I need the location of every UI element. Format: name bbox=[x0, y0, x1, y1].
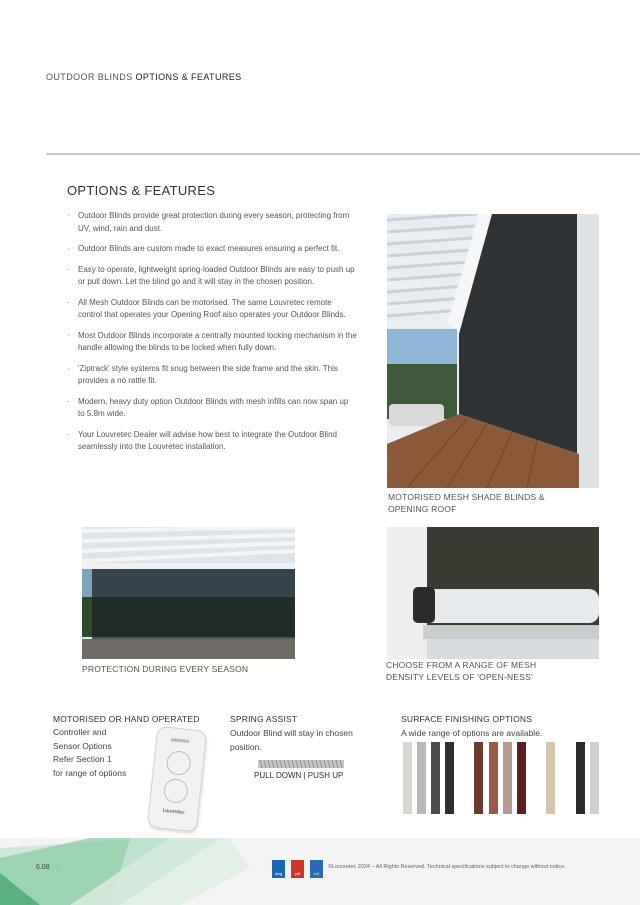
photo-mesh-density bbox=[387, 527, 599, 659]
remote-display bbox=[171, 738, 189, 743]
surface-text: A wide range of options are available. bbox=[401, 728, 543, 738]
page-title: OPTIONS & FEATURES bbox=[67, 183, 216, 198]
motorised-title: MOTORISED OR HAND OPERATED bbox=[53, 714, 200, 724]
features-list bbox=[67, 210, 357, 462]
list-item: · Modern, heavy duty option Outdoor Blinds with mesh infills can now span up to 5.8m wide. bbox=[67, 396, 357, 421]
motorised-line: for range of options bbox=[53, 767, 127, 778]
page-number-text: 6.08 bbox=[36, 864, 50, 871]
copyright-text: ©Louvretec 2024 – All Rights Reserved. Technical specifications subject to change without notice. bbox=[328, 864, 566, 870]
photo-protection-season bbox=[82, 527, 295, 659]
finish-swatch bbox=[503, 742, 512, 814]
surface-title: SURFACE FINISHING OPTIONS bbox=[401, 714, 533, 724]
remote-brand: Louvretec bbox=[162, 807, 185, 816]
remote-dial-icon bbox=[165, 750, 191, 776]
header-topic: OPTIONS & FEATURES bbox=[135, 72, 242, 82]
page-number-divider: | bbox=[56, 864, 59, 871]
list-item: · Outdoor Blinds are custom made to exact measures ensuring a perfect fit. bbox=[67, 243, 357, 256]
spring-line: Outdoor Blind will stay in chosen bbox=[230, 728, 353, 738]
pdf-file-icon[interactable]: pdf bbox=[291, 860, 304, 878]
motorised-line: Sensor Options bbox=[53, 740, 112, 751]
spring-text bbox=[230, 727, 353, 754]
finish-swatch bbox=[517, 742, 526, 814]
motorised-line: Refer Section 1 bbox=[53, 754, 112, 764]
list-item: · Your Louvretec Dealer will advise how best to integrate the Outdoor Blind seamlessly into the Louvretec installation. bbox=[67, 429, 357, 454]
finish-swatch bbox=[445, 742, 454, 814]
remote-dial-icon bbox=[163, 778, 189, 804]
finish-swatch bbox=[474, 742, 483, 814]
finish-swatch bbox=[431, 742, 440, 814]
finish-swatch bbox=[546, 742, 555, 814]
motorised-text bbox=[53, 726, 126, 780]
motorised-line: Controller and bbox=[53, 727, 107, 737]
header-section: OUTDOOR BLINDS bbox=[46, 72, 133, 82]
footer-decoration bbox=[0, 838, 260, 905]
spring-coil-icon bbox=[258, 756, 344, 766]
caption-motorised-mesh bbox=[388, 492, 545, 515]
list-item: · Outdoor Blinds provide great protection during every season, protecting from UV, wind, rain and dust. bbox=[67, 210, 357, 235]
caption-line: MOTORISED MESH SHADE BLINDS & bbox=[388, 492, 545, 502]
caption-line: CHOOSE FROM A RANGE OF MESH bbox=[386, 660, 537, 670]
spring-line: position. bbox=[230, 741, 262, 752]
caption-line: DENSITY LEVELS OF 'OPEN-NESS' bbox=[386, 671, 533, 682]
dwg-file-icon[interactable]: dwg bbox=[272, 860, 285, 878]
list-item: · Easy to operate, lightweight spring-loaded Outdoor Blinds are easy to push up or pull down. Let the blind go and it will stay in the chosen position. bbox=[67, 264, 357, 289]
caption-protection: PROTECTION DURING EVERY SEASON bbox=[82, 664, 249, 674]
list-item: · 'Ziptrack' style systems fit snug between the side frame and the skin. This provides a no rattle fit. bbox=[67, 363, 357, 388]
finish-swatch bbox=[403, 742, 412, 814]
rvt-file-icon[interactable]: rvt bbox=[310, 860, 323, 878]
spring-action: PULL DOWN | PUSH UP bbox=[254, 771, 344, 780]
caption-density bbox=[386, 660, 536, 683]
finish-swatch bbox=[489, 742, 498, 814]
page-number bbox=[36, 864, 58, 871]
header-divider bbox=[46, 153, 640, 155]
caption-line: OPENING ROOF bbox=[388, 503, 457, 514]
page-header bbox=[46, 72, 242, 82]
finish-swatch bbox=[590, 742, 599, 814]
finish-swatch bbox=[576, 742, 585, 814]
list-item: · Most Outdoor Blinds incorporate a centrally mounted locking mechanism in the handle allowing the blinds to be locked when fully down. bbox=[67, 330, 357, 355]
photo-motorised-mesh-blinds bbox=[387, 214, 599, 488]
list-item: · All Mesh Outdoor Blinds can be motorised. The same Louvretec remote control that operates your Opening Roof also operates your Outdoor Blinds. bbox=[67, 297, 357, 322]
spring-title: SPRING ASSIST bbox=[230, 714, 298, 724]
finish-swatch bbox=[417, 742, 426, 814]
remote-control bbox=[147, 726, 207, 833]
